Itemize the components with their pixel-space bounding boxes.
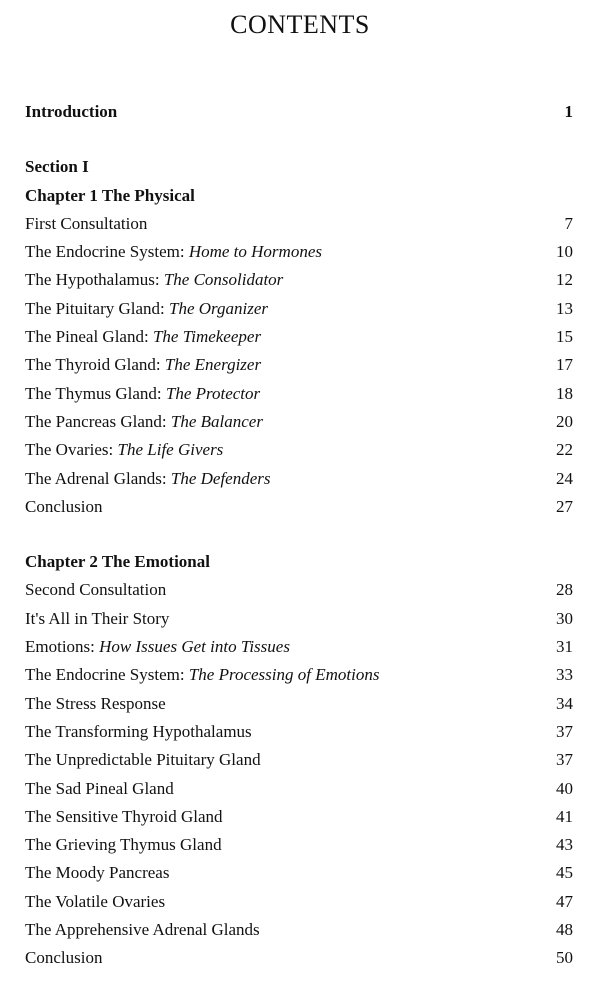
- toc-entry-title: [25, 807, 223, 827]
- toc-entry-main: Emotions:: [25, 637, 100, 657]
- toc-entry-title: [25, 355, 261, 375]
- toc-entry: [25, 637, 573, 665]
- toc-entry-title: [25, 665, 379, 685]
- toc-entry-page: 41: [556, 806, 573, 826]
- toc-entry: [25, 469, 573, 497]
- toc-entry-subtitle: The Life Givers: [117, 440, 224, 460]
- toc-entry-title: [25, 469, 271, 489]
- toc-entry-main: The Apprehensive Adrenal Glands: [25, 920, 260, 940]
- toc-entry: [25, 355, 573, 383]
- page-title: CONTENTS: [230, 10, 370, 39]
- toc-entry: [25, 694, 573, 722]
- toc-entry-title: [25, 384, 260, 404]
- toc-entry-main: Chapter 2 The Emotional: [25, 552, 210, 572]
- toc-entry-title: [25, 779, 174, 799]
- toc-entry-title: [25, 948, 102, 968]
- toc-entry-title: [25, 440, 223, 460]
- toc-entry: [25, 299, 573, 327]
- toc-entry: [25, 920, 573, 948]
- toc-entry: [25, 186, 573, 214]
- toc-entry-page: 45: [556, 863, 573, 883]
- toc-entry-page: 30: [556, 608, 573, 628]
- toc-entry: [25, 552, 573, 580]
- toc-entry: [25, 102, 573, 130]
- toc-entry-page: 7: [564, 213, 573, 233]
- toc-entry: [25, 863, 573, 891]
- toc-entry-main: The Sad Pineal Gland: [25, 778, 174, 798]
- toc-entry-main: It's All in Their Story: [25, 608, 170, 628]
- toc-entry-page: 48: [556, 920, 573, 940]
- toc-entry-main: The Thymus Gland:: [25, 383, 166, 403]
- toc-entry-page: 27: [556, 496, 573, 516]
- toc-entry-page: 10: [556, 242, 573, 262]
- toc-entry: [25, 384, 573, 412]
- toc-entry: [25, 270, 573, 298]
- toc-entry-main: Conclusion: [25, 948, 103, 968]
- toc-entry-main: First Consultation: [25, 213, 148, 233]
- toc-entry-title: [25, 892, 165, 912]
- toc-entry-title: [25, 242, 322, 262]
- toc-entry-title: [25, 157, 89, 177]
- toc-entry-main: The Endocrine System:: [25, 665, 189, 685]
- toc-list: [25, 102, 573, 977]
- toc-entry-main: The Volatile Ovaries: [25, 891, 166, 911]
- toc-entry-page: 15: [556, 327, 573, 347]
- toc-entry-main: The Transforming Hypothalamus: [25, 721, 252, 741]
- toc-entry-title: [25, 270, 283, 290]
- toc-entry-title: [25, 694, 166, 714]
- toc-entry-page: 34: [556, 693, 573, 713]
- toc-entry-title: [25, 299, 268, 319]
- toc-entry-main: The Thyroid Gland:: [25, 355, 165, 375]
- toc-entry-page: 37: [556, 750, 573, 770]
- toc-entry: [25, 722, 573, 750]
- toc-entry: [25, 497, 573, 525]
- toc-entry-page: 40: [556, 778, 573, 798]
- toc-entry-page: 20: [556, 411, 573, 431]
- toc-entry-subtitle: The Defenders: [170, 468, 271, 488]
- toc-entry-page: 1: [564, 102, 573, 121]
- toc-entry-main: Chapter 1 The Physical: [25, 185, 195, 205]
- toc-entry-main: The Adrenal Glands:: [25, 468, 171, 488]
- toc-entry-subtitle: The Energizer: [164, 355, 262, 375]
- toc-entry: [25, 412, 573, 440]
- toc-entry-main: The Pineal Gland:: [25, 327, 153, 347]
- toc-entry-page: 22: [556, 440, 573, 460]
- toc-entry-title: [25, 609, 169, 629]
- toc-entry-subtitle: Home to Hormones: [188, 242, 322, 262]
- toc-entry-page: 18: [556, 383, 573, 403]
- toc-entry-main: Conclusion: [25, 496, 103, 516]
- toc-entry-page: 43: [556, 835, 573, 855]
- toc-entry-page: 28: [556, 580, 573, 600]
- toc-entry-main: The Hypothalamus:: [25, 270, 164, 290]
- toc-entry: [25, 609, 573, 637]
- toc-entry-main: The Sensitive Thyroid Gland: [25, 806, 223, 826]
- toc-entry: [25, 948, 573, 976]
- toc-entry-subtitle: The Protector: [165, 383, 261, 403]
- toc-entry-main: The Unpredictable Pituitary Gland: [25, 750, 261, 770]
- toc-entry-page: 50: [556, 948, 573, 968]
- toc-entry-title: [25, 186, 195, 206]
- toc-entry: [25, 157, 573, 185]
- toc-entry-page: 31: [556, 637, 573, 657]
- toc-entry: [25, 807, 573, 835]
- toc-entry-page: 47: [556, 891, 573, 911]
- toc-entry-title: [25, 750, 261, 770]
- toc-entry-main: Introduction: [25, 102, 118, 121]
- toc-entry-title: [25, 637, 290, 657]
- toc-entry-subtitle: The Processing of Emotions: [188, 665, 380, 685]
- toc-entry-main: The Grieving Thymus Gland: [25, 835, 222, 855]
- toc-entry-page: 24: [556, 468, 573, 488]
- toc-entry-page: 13: [556, 298, 573, 318]
- toc-entry-main: The Moody Pancreas: [25, 863, 170, 883]
- toc-entry-subtitle: How Issues Get into Tissues: [99, 637, 290, 657]
- toc-entry: [25, 779, 573, 807]
- toc-entry: [25, 665, 573, 693]
- toc-entry-subtitle: The Consolidator: [163, 270, 284, 290]
- toc-entry: [25, 327, 573, 355]
- toc-entry-title: [25, 920, 260, 940]
- toc-entry-main: Second Consultation: [25, 580, 167, 600]
- toc-entry: [25, 242, 573, 270]
- toc-entry-title: [25, 102, 117, 122]
- toc-entry-title: [25, 552, 210, 572]
- toc-entry-title: [25, 497, 102, 517]
- toc-entry-main: The Ovaries:: [25, 440, 118, 460]
- toc-entry-title: [25, 863, 169, 883]
- toc-entry: [25, 750, 573, 778]
- toc-entry: [25, 214, 573, 242]
- toc-entry: [25, 892, 573, 920]
- toc-entry-page: 37: [556, 721, 573, 741]
- toc-entry: [25, 835, 573, 863]
- toc-entry-main: The Pituitary Gland:: [25, 298, 170, 318]
- toc-entry-title: [25, 835, 222, 855]
- toc-entry-main: The Endocrine System:: [25, 242, 189, 262]
- toc-entry-title: [25, 214, 147, 234]
- toc-entry-main: The Pancreas Gland:: [25, 411, 171, 431]
- toc-entry-page: 17: [556, 355, 573, 375]
- toc-entry-title: [25, 580, 166, 600]
- toc-entry-title: [25, 412, 263, 432]
- toc-entry-page: 33: [556, 665, 573, 685]
- toc-entry: [25, 440, 573, 468]
- toc-entry-subtitle: The Organizer: [169, 298, 269, 318]
- toc-entry-title: [25, 327, 261, 347]
- toc-entry-main: Section I: [25, 157, 89, 177]
- toc-entry: [25, 580, 573, 608]
- toc-entry-subtitle: The Timekeeper: [152, 327, 262, 347]
- toc-entry-title: [25, 722, 252, 742]
- toc-entry-page: 12: [556, 270, 573, 290]
- toc-entry-subtitle: The Balancer: [170, 411, 263, 431]
- toc-entry-main: The Stress Response: [25, 693, 166, 713]
